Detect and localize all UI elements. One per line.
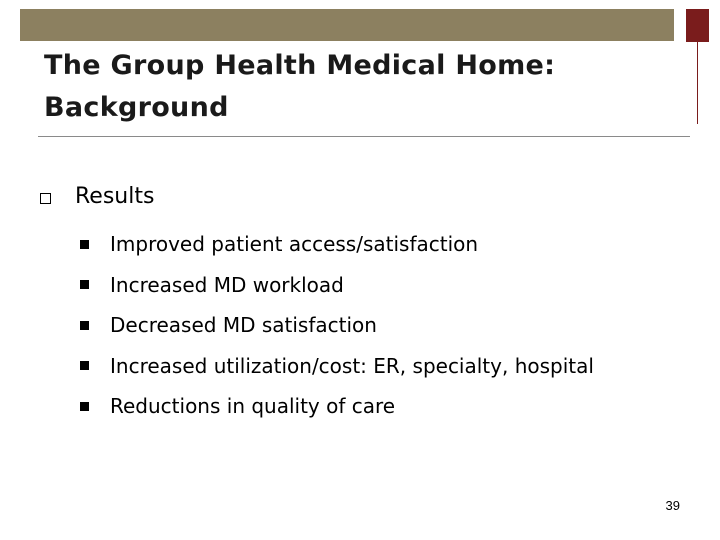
solid-square-bullet-icon bbox=[80, 280, 89, 289]
list-item bbox=[80, 305, 594, 346]
list-item bbox=[80, 265, 594, 306]
list-item bbox=[80, 224, 594, 265]
top-decorative-bar bbox=[20, 9, 674, 41]
list-item bbox=[80, 386, 594, 427]
page-number: 39 bbox=[665, 498, 680, 513]
list-item bbox=[80, 346, 594, 387]
solid-square-bullet-icon bbox=[80, 402, 89, 411]
list-item-text: Reductions in quality of care bbox=[110, 394, 396, 419]
list-item-text: Decreased MD satisfaction bbox=[110, 313, 377, 338]
accent-square bbox=[686, 9, 709, 42]
results-heading-item bbox=[40, 182, 154, 212]
solid-square-bullet-icon bbox=[80, 361, 89, 370]
list-item-text: Improved patient access/satisfaction bbox=[110, 232, 479, 257]
hollow-square-bullet-icon bbox=[40, 193, 51, 204]
solid-square-bullet-icon bbox=[80, 321, 89, 330]
list-item-text: Increased MD workload bbox=[110, 272, 344, 297]
solid-square-bullet-icon bbox=[80, 240, 89, 249]
results-list bbox=[80, 224, 594, 427]
slide-title: The Group Health Medical Home: Background bbox=[44, 50, 556, 123]
list-item-text: Increased utilization/cost: ER, specialty, hospital bbox=[110, 353, 594, 378]
results-heading: Results bbox=[75, 184, 155, 209]
title-divider bbox=[38, 136, 690, 137]
accent-vertical-line bbox=[697, 42, 698, 124]
